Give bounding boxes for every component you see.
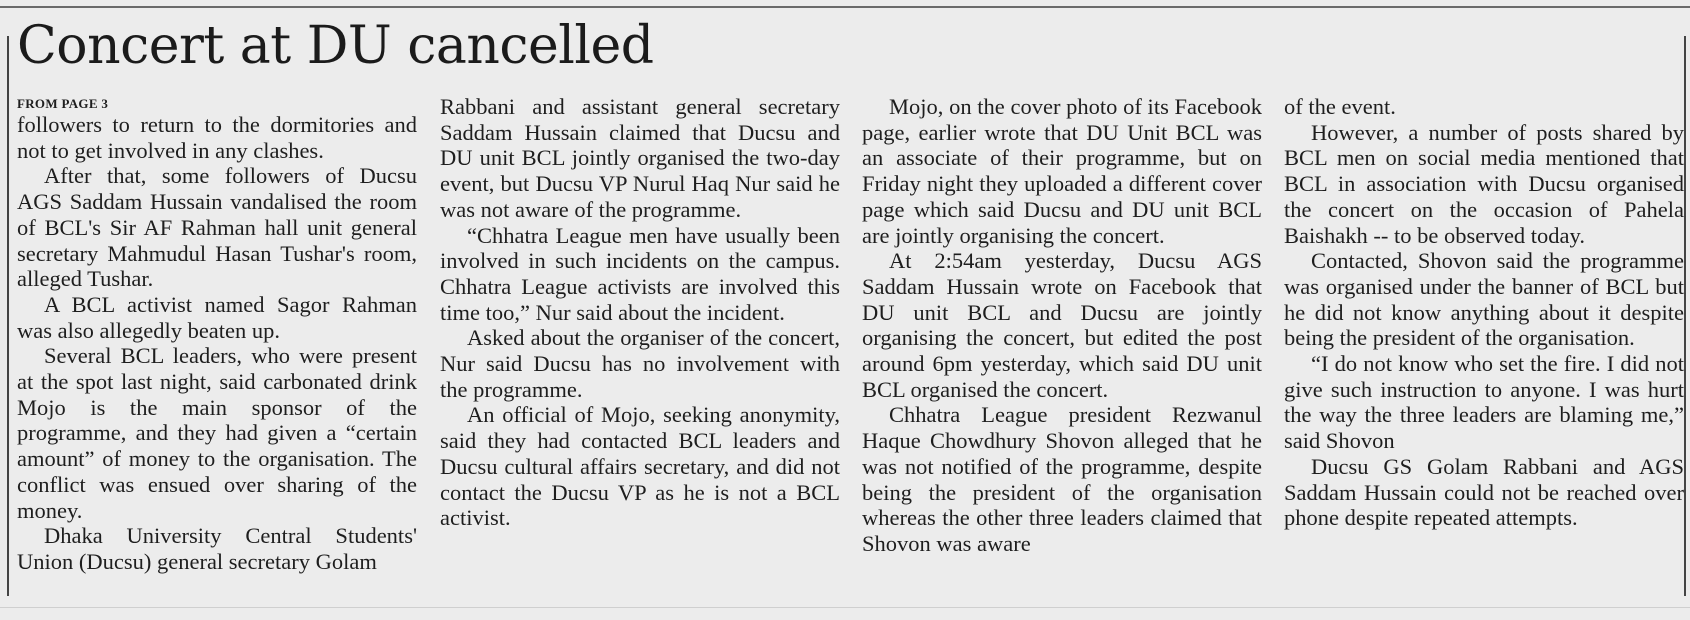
paragraph: An official of Mojo, seeking anonymity, said they had contacted BCL leaders and Ducsu cultural affairs secretary, and did not contact the Ducsu VP as he is not a BCL activist. bbox=[440, 402, 840, 531]
paragraph: “Chhatra League men have usually been involved in such incidents on the campus. Chhatra League activists are involved this time too,” Nur said about the incident. bbox=[440, 222, 840, 325]
paragraph: Ducsu GS Golam Rabbani and AGS Saddam Hussain could not be reached over phone despite repeated attempts. bbox=[1284, 453, 1684, 531]
paragraph: At 2:54am yesterday, Ducsu AGS Saddam Hussain wrote on Facebook that DU unit BCL and Ducsu are jointly organising the concert, but edited the post around 6pm yesterday, which said DU unit BCL organised the concert. bbox=[862, 248, 1262, 402]
continuation-kicker: FROM PAGE 3 bbox=[17, 96, 109, 111]
article-column-2 bbox=[440, 94, 840, 531]
paragraph: Mojo, on the cover photo of its Facebook page, earlier wrote that DU Unit BCL was an associate of their programme, but on Friday night they uploaded a different cover page which said Ducsu and DU unit BCL are jointly organising the concert. bbox=[862, 94, 1262, 248]
right-border-rule bbox=[1684, 36, 1686, 596]
paragraph: “I do not know who set the fire. I did not give such instruction to anyone. I was hurt the way the three leaders are blaming me,” said Shovon bbox=[1284, 351, 1684, 454]
paragraph: followers to return to the dormitories and not to get involved in any clashes. bbox=[17, 112, 417, 163]
article-column-1 bbox=[17, 96, 417, 575]
article-column-3 bbox=[862, 94, 1262, 557]
article-headline: Concert at DU cancelled bbox=[17, 16, 654, 76]
paragraph: of the event. bbox=[1284, 94, 1396, 119]
article-column-4 bbox=[1284, 94, 1684, 531]
top-rule bbox=[0, 6, 1690, 8]
paragraph: However, a number of posts shared by BCL men on social media mentioned that BCL in association with Ducsu organised the concert on the occasion of Pahela Baishakh -- to be observed today. bbox=[1284, 119, 1684, 248]
paragraph: Asked about the organiser of the concert, Nur said Ducsu has no involvement with the programme. bbox=[440, 325, 840, 402]
bottom-rule bbox=[0, 607, 1690, 608]
paragraph: Several BCL leaders, who were present at the spot last night, said carbonated drink Mojo is the main sponsor of the programme, and they had given a “certain amount” of money to the organisation. The conflict was ensued over sharing of the money. bbox=[17, 343, 417, 523]
paragraph: Dhaka University Central Students' Union (Ducsu) general secretary Golam bbox=[17, 523, 417, 574]
paragraph: Rabbani and assistant general secretary Saddam Hussain claimed that Ducsu and DU unit BCL jointly organised the two-day event, but Ducsu VP Nurul Haq Nur said he was not aware of the programme. bbox=[440, 94, 840, 222]
paragraph: A BCL activist named Sagor Rahman was also allegedly beaten up. bbox=[17, 291, 417, 343]
paragraph: Contacted, Shovon said the programme was organised under the banner of BCL but he did not know anything about it despite being the president of the organisation. bbox=[1284, 248, 1684, 351]
left-border-rule bbox=[7, 36, 9, 596]
paragraph: Chhatra League president Rezwanul Haque Chowdhury Shovon alleged that he was not notified of the programme, despite being the president of the organisation whereas the other three leaders claimed that Shovon was aware bbox=[862, 402, 1262, 556]
paragraph: After that, some followers of Ducsu AGS Saddam Hussain vandalised the room of BCL's Sir AF Rahman hall unit general secretary Mahmudul Hasan Tushar's room, alleged Tushar. bbox=[17, 163, 417, 292]
